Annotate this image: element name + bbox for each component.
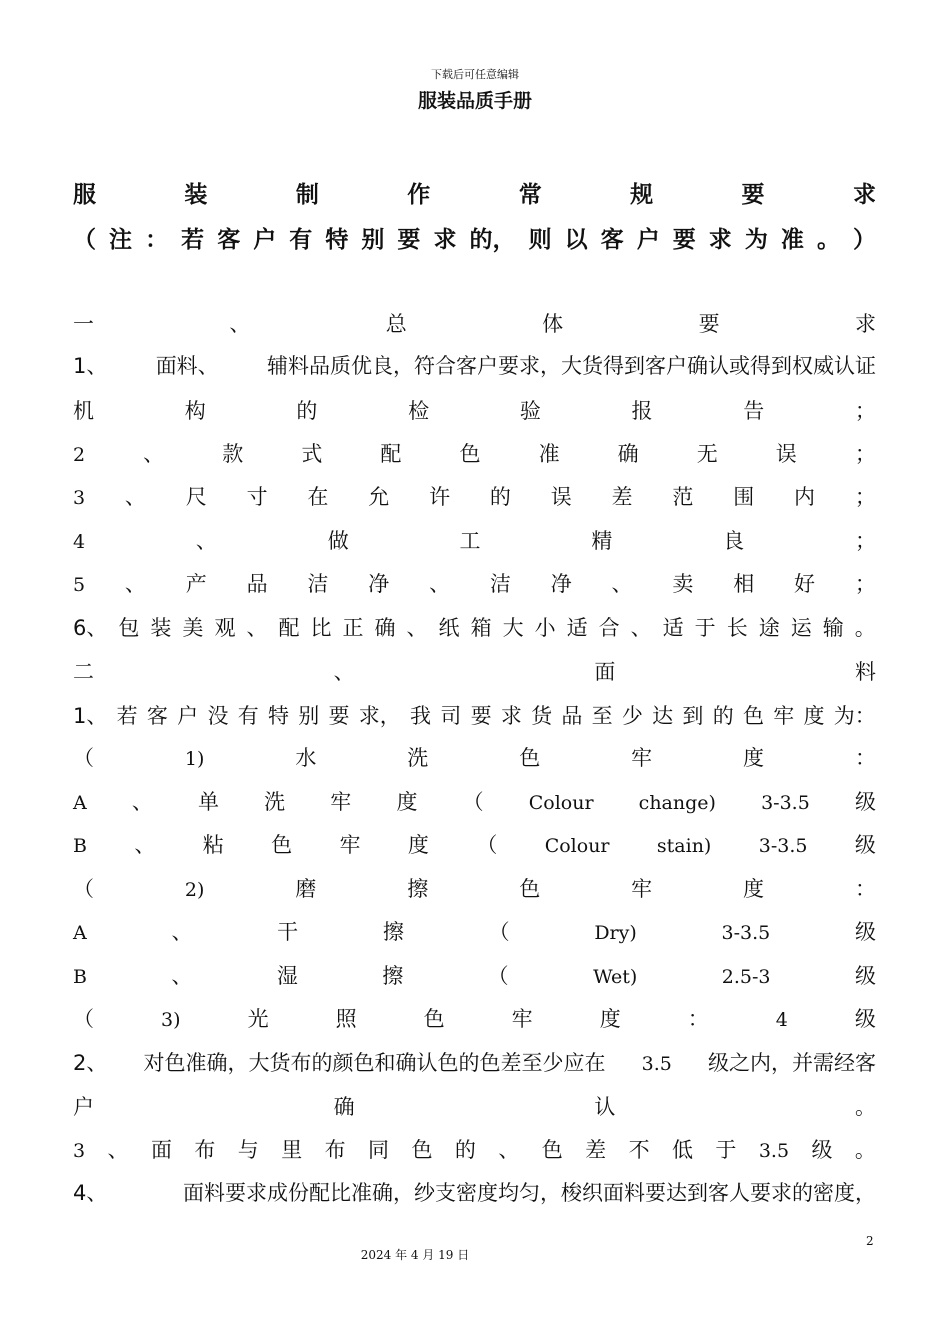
text-fragment: 于 bbox=[694, 616, 716, 640]
text-fragment: 户 bbox=[73, 1095, 94, 1119]
text-fragment: ； bbox=[854, 529, 876, 553]
text-fragment: 色 bbox=[411, 1138, 433, 1162]
text-fragment: 牢 bbox=[631, 746, 653, 770]
text-fragment: 有 bbox=[289, 227, 313, 253]
text-fragment: 尺 bbox=[185, 485, 207, 509]
text-fragment: 准 bbox=[538, 442, 560, 466]
text-fragment: 箱 bbox=[470, 616, 492, 640]
text-fragment: 有 bbox=[237, 704, 259, 728]
text-fragment: 到 bbox=[682, 704, 704, 728]
text-fragment: ） bbox=[852, 227, 876, 253]
text-line bbox=[73, 1003, 876, 1033]
text-fragment: 服 bbox=[73, 182, 96, 208]
text-fragment: （ bbox=[73, 227, 96, 253]
text-fragment: 则 bbox=[528, 227, 552, 253]
header-note: 下载后可任意编辑 bbox=[431, 68, 519, 81]
text-line bbox=[73, 350, 876, 380]
text-fragment: 。 bbox=[854, 1138, 876, 1162]
text-fragment: 适 bbox=[662, 616, 684, 640]
text-fragment: A bbox=[73, 792, 87, 814]
text-line bbox=[73, 221, 876, 254]
text-fragment: B bbox=[73, 966, 87, 988]
text-fragment: 1) bbox=[184, 748, 205, 770]
text-fragment: 纸 bbox=[438, 616, 460, 640]
text-fragment: 度 bbox=[743, 746, 765, 770]
text-line bbox=[73, 395, 876, 425]
text-fragment: 牢 bbox=[631, 877, 653, 901]
text-fragment: 料 bbox=[854, 660, 876, 684]
text-fragment: 确 bbox=[617, 442, 639, 466]
text-fragment: 里 bbox=[281, 1138, 303, 1162]
text-fragment: 允 bbox=[368, 485, 390, 509]
text-fragment: 别 bbox=[298, 704, 320, 728]
text-line bbox=[73, 656, 876, 686]
text-fragment: ： bbox=[687, 1007, 709, 1031]
text-fragment: 面料要求成份配比准确，纱支密度均匀，梭织面料要达到客人要求的密度， bbox=[183, 1181, 876, 1205]
text-fragment: 6、 bbox=[73, 616, 108, 640]
text-fragment: 3.5 bbox=[641, 1053, 672, 1075]
text-fragment: 的 bbox=[489, 485, 511, 509]
text-fragment: 要 bbox=[672, 227, 696, 253]
text-fragment: 、 bbox=[630, 616, 652, 640]
text-fragment: 我 bbox=[410, 704, 432, 728]
text-fragment: 司 bbox=[440, 704, 462, 728]
text-line bbox=[73, 1047, 876, 1077]
text-fragment: Colour bbox=[544, 835, 610, 857]
text-fragment: 检 bbox=[408, 399, 430, 423]
text-fragment: 3) bbox=[161, 1009, 181, 1031]
text-fragment: 布 bbox=[324, 1138, 346, 1162]
text-fragment: 观 bbox=[214, 616, 236, 640]
text-fragment: 误 bbox=[550, 485, 572, 509]
text-fragment: 以 bbox=[564, 227, 588, 253]
text-fragment: 。 bbox=[854, 1095, 876, 1119]
text-fragment: 洗 bbox=[264, 790, 286, 814]
text-fragment: 途 bbox=[758, 616, 780, 640]
text-fragment: 围 bbox=[733, 485, 755, 509]
text-fragment: 美 bbox=[182, 616, 204, 640]
text-fragment: 、 bbox=[143, 442, 165, 466]
text-fragment: 确 bbox=[333, 1095, 355, 1119]
text-line bbox=[73, 873, 876, 903]
text-fragment: 求 bbox=[433, 227, 457, 253]
text-line bbox=[73, 916, 876, 946]
text-fragment: 牢 bbox=[773, 704, 795, 728]
text-fragment: 内 bbox=[794, 485, 816, 509]
text-fragment: 不 bbox=[628, 1138, 650, 1162]
text-fragment: 户 bbox=[253, 227, 277, 253]
text-fragment: 粘 bbox=[202, 833, 224, 857]
text-fragment: 色 bbox=[541, 1138, 563, 1162]
text-fragment: 级 bbox=[854, 790, 876, 814]
text-fragment: 至 bbox=[591, 704, 613, 728]
text-fragment: （ bbox=[73, 746, 94, 770]
text-fragment: 净 bbox=[368, 572, 390, 596]
text-fragment: 要 bbox=[698, 312, 720, 336]
text-fragment: 无 bbox=[696, 442, 718, 466]
text-fragment: B bbox=[73, 835, 87, 857]
text-fragment: 的 bbox=[296, 399, 318, 423]
text-fragment: 品 bbox=[246, 572, 268, 596]
text-fragment: 、 bbox=[107, 1138, 129, 1162]
text-fragment: 度 bbox=[803, 704, 825, 728]
text-fragment: 擦 bbox=[382, 964, 404, 988]
text-fragment: 货 bbox=[531, 704, 553, 728]
text-fragment: 洁 bbox=[489, 572, 511, 596]
text-line bbox=[73, 481, 876, 511]
text-fragment: 3.5 bbox=[758, 1140, 790, 1162]
text-fragment: 级 bbox=[854, 1007, 876, 1031]
text-fragment: 低 bbox=[672, 1138, 693, 1162]
text-fragment: 少 bbox=[621, 704, 643, 728]
text-fragment: 别 bbox=[361, 227, 385, 253]
text-fragment: 光 bbox=[247, 1007, 269, 1031]
text-fragment: 级 bbox=[811, 1138, 833, 1162]
text-fragment: A bbox=[73, 922, 87, 944]
text-line bbox=[73, 960, 876, 990]
text-fragment: 报 bbox=[631, 399, 653, 423]
text-fragment: 面 bbox=[594, 660, 616, 684]
text-fragment: 工 bbox=[459, 529, 481, 553]
text-fragment: ； bbox=[854, 572, 876, 596]
text-fragment: 客 bbox=[600, 227, 624, 253]
text-fragment: 没 bbox=[207, 704, 229, 728]
text-fragment: 合 bbox=[598, 616, 620, 640]
text-fragment: 户 bbox=[177, 704, 199, 728]
text-fragment: 范 bbox=[672, 485, 694, 509]
text-fragment: 级 bbox=[854, 833, 876, 857]
text-fragment: 卖 bbox=[672, 572, 694, 596]
text-line bbox=[73, 1177, 876, 1207]
text-fragment: 4 bbox=[775, 1009, 788, 1031]
text-fragment: 辅料品质优良，符合客户要求，大货得到客户确认或得到权威认证 bbox=[267, 354, 876, 378]
text-fragment: 误 bbox=[775, 442, 797, 466]
text-fragment: ： bbox=[854, 877, 876, 901]
text-line bbox=[73, 1091, 876, 1121]
text-fragment: 一 bbox=[73, 312, 94, 336]
text-fragment: 求， bbox=[358, 704, 401, 728]
text-fragment: 、 bbox=[429, 572, 451, 596]
text-fragment: 干 bbox=[277, 920, 299, 944]
text-fragment: 户 bbox=[636, 227, 660, 253]
text-fragment: 色 bbox=[742, 704, 764, 728]
text-fragment: （ bbox=[73, 877, 94, 901]
text-fragment: 要 bbox=[397, 227, 421, 253]
text-fragment: 品 bbox=[561, 704, 583, 728]
text-fragment: 、 bbox=[333, 660, 355, 684]
text-fragment: 确 bbox=[374, 616, 396, 640]
text-fragment: 水 bbox=[295, 746, 317, 770]
text-fragment: 、 bbox=[195, 529, 217, 553]
text-fragment: stain) bbox=[656, 835, 712, 857]
text-fragment: 在 bbox=[307, 485, 329, 509]
text-fragment: 长 bbox=[726, 616, 748, 640]
text-fragment: 的 bbox=[712, 704, 734, 728]
text-fragment: 要 bbox=[470, 704, 492, 728]
text-fragment: 湿 bbox=[276, 964, 298, 988]
text-fragment: ： bbox=[854, 746, 876, 770]
text-line bbox=[73, 786, 876, 816]
text-fragment: 验 bbox=[519, 399, 541, 423]
text-fragment: 机 bbox=[73, 399, 94, 423]
text-fragment: 规 bbox=[630, 182, 654, 208]
text-fragment: 3-3.5 bbox=[758, 835, 808, 857]
text-fragment: 大 bbox=[502, 616, 524, 640]
text-fragment: 为 bbox=[744, 227, 768, 253]
text-fragment: Wet) bbox=[593, 966, 638, 988]
text-fragment: 3 bbox=[73, 487, 86, 509]
text-fragment: 式 bbox=[301, 442, 323, 466]
text-fragment: 求 bbox=[708, 227, 732, 253]
text-fragment: 色 bbox=[519, 746, 541, 770]
text-fragment: 告 bbox=[743, 399, 765, 423]
text-fragment: （ bbox=[487, 964, 509, 988]
text-fragment: 要 bbox=[328, 704, 350, 728]
text-fragment: 好 bbox=[794, 572, 816, 596]
text-fragment: 色 bbox=[519, 877, 541, 901]
text-fragment: 面 bbox=[150, 1138, 172, 1162]
text-fragment: 度 bbox=[396, 790, 418, 814]
text-line bbox=[73, 176, 876, 209]
text-fragment: 牢 bbox=[511, 1007, 533, 1031]
text-fragment: 度 bbox=[599, 1007, 621, 1031]
text-fragment: 作 bbox=[407, 182, 431, 208]
text-fragment: 制 bbox=[295, 182, 319, 208]
text-line bbox=[73, 308, 876, 338]
text-fragment: 2.5-3 bbox=[721, 966, 771, 988]
text-fragment: 1、 bbox=[73, 704, 108, 728]
text-fragment: （ bbox=[488, 920, 510, 944]
text-fragment: 。 bbox=[854, 616, 876, 640]
text-fragment: 适 bbox=[566, 616, 588, 640]
text-fragment: 比 bbox=[310, 616, 332, 640]
text-fragment: 包 bbox=[118, 616, 140, 640]
text-fragment: 差 bbox=[585, 1138, 607, 1162]
text-fragment: 正 bbox=[342, 616, 364, 640]
text-fragment: 与 bbox=[237, 1138, 259, 1162]
text-fragment: （ bbox=[73, 1007, 94, 1031]
text-fragment: 照 bbox=[335, 1007, 357, 1031]
text-fragment: 特 bbox=[325, 227, 349, 253]
text-fragment: ； bbox=[854, 442, 876, 466]
text-fragment: 配 bbox=[278, 616, 300, 640]
text-fragment: 、 bbox=[131, 790, 153, 814]
text-fragment: 2) bbox=[184, 879, 205, 901]
text-fragment: 客 bbox=[146, 704, 168, 728]
text-fragment: 单 bbox=[198, 790, 220, 814]
page-number: 2 bbox=[866, 1234, 874, 1248]
text-fragment: 于 bbox=[715, 1138, 737, 1162]
text-fragment: 、 bbox=[171, 920, 193, 944]
footer-date: 2024 年 4 月 19 日 bbox=[360, 1248, 470, 1262]
text-fragment: 2 bbox=[73, 444, 86, 466]
text-fragment: Colour bbox=[528, 792, 594, 814]
text-fragment: 3-3.5 bbox=[761, 792, 810, 814]
text-fragment: 面料、 bbox=[155, 354, 219, 378]
text-fragment: 牢 bbox=[330, 790, 352, 814]
text-fragment: 相 bbox=[733, 572, 755, 596]
text-fragment: 、 bbox=[498, 1138, 520, 1162]
text-fragment: 装 bbox=[184, 182, 208, 208]
text-line bbox=[73, 525, 876, 555]
text-fragment: 级 bbox=[854, 964, 876, 988]
text-fragment: 、 bbox=[229, 312, 251, 336]
text-fragment: ； bbox=[854, 485, 876, 509]
document-title: 服装品质手册 bbox=[417, 90, 532, 112]
text-fragment: 求 bbox=[500, 704, 522, 728]
text-fragment: 磨 bbox=[295, 877, 317, 901]
text-fragment: 布 bbox=[194, 1138, 216, 1162]
text-fragment: 级之内，并需经客 bbox=[707, 1051, 876, 1075]
text-fragment: Dry) bbox=[594, 922, 637, 944]
text-fragment: 、 bbox=[171, 964, 193, 988]
text-fragment: 3-3.5 bbox=[721, 922, 771, 944]
text-fragment: 、 bbox=[406, 616, 428, 640]
text-fragment: 准 bbox=[780, 227, 804, 253]
text-fragment: 总 bbox=[385, 312, 407, 336]
text-fragment: 若 bbox=[181, 227, 205, 253]
text-fragment: 擦 bbox=[382, 920, 404, 944]
text-fragment: 、 bbox=[124, 572, 146, 596]
text-line bbox=[73, 438, 876, 468]
text-fragment: 、 bbox=[246, 616, 268, 640]
text-line bbox=[73, 829, 876, 859]
text-fragment: 、 bbox=[134, 833, 156, 857]
text-fragment: 装 bbox=[150, 616, 172, 640]
text-fragment: 配 bbox=[380, 442, 402, 466]
text-fragment: 客 bbox=[217, 227, 241, 253]
text-fragment: 差 bbox=[611, 485, 633, 509]
text-fragment: 注 bbox=[109, 227, 133, 253]
text-fragment: change) bbox=[638, 792, 716, 814]
text-fragment: 3 bbox=[73, 1140, 86, 1162]
text-fragment: 级 bbox=[854, 920, 876, 944]
text-fragment: 5 bbox=[73, 574, 86, 596]
text-fragment: 若 bbox=[116, 704, 138, 728]
text-fragment: 运 bbox=[790, 616, 812, 640]
text-fragment: 寸 bbox=[246, 485, 268, 509]
text-fragment: 4 bbox=[73, 531, 86, 553]
text-fragment: 要 bbox=[741, 182, 765, 208]
text-fragment: 做 bbox=[327, 529, 349, 553]
text-fragment: 、 bbox=[611, 572, 633, 596]
text-fragment: 特 bbox=[267, 704, 289, 728]
text-line bbox=[73, 612, 876, 642]
text-fragment: 二 bbox=[73, 660, 94, 684]
text-fragment: 度 bbox=[743, 877, 765, 901]
text-fragment: 度 bbox=[407, 833, 429, 857]
text-fragment: 构 bbox=[184, 399, 206, 423]
text-fragment: 净 bbox=[550, 572, 572, 596]
text-fragment: 求 bbox=[854, 312, 876, 336]
text-fragment: 2、 bbox=[73, 1051, 108, 1075]
text-fragment: 为： bbox=[833, 704, 876, 728]
text-line bbox=[73, 742, 876, 772]
text-fragment: （ bbox=[462, 790, 484, 814]
text-fragment: 色 bbox=[459, 442, 481, 466]
text-fragment: 1、 bbox=[73, 354, 108, 378]
text-fragment: 产 bbox=[185, 572, 207, 596]
text-fragment: 输 bbox=[822, 616, 844, 640]
text-fragment: 求 bbox=[852, 182, 876, 208]
text-fragment: （ bbox=[476, 833, 498, 857]
text-fragment: 良 bbox=[723, 529, 745, 553]
text-fragment: 洁 bbox=[307, 572, 329, 596]
text-fragment: 精 bbox=[591, 529, 613, 553]
text-fragment: 小 bbox=[534, 616, 556, 640]
text-fragment: 4、 bbox=[73, 1181, 108, 1205]
text-fragment: 擦 bbox=[407, 877, 429, 901]
text-fragment: ； bbox=[854, 399, 876, 423]
text-fragment: 达 bbox=[652, 704, 674, 728]
text-fragment: 对色准确，大货布的颜色和确认色的色差至少应在 bbox=[143, 1051, 606, 1075]
text-fragment: 洗 bbox=[407, 746, 429, 770]
text-fragment: 的， bbox=[469, 227, 516, 253]
text-fragment: 色 bbox=[423, 1007, 445, 1031]
text-fragment: ： bbox=[145, 227, 169, 253]
text-fragment: 款 bbox=[222, 442, 244, 466]
text-fragment: 许 bbox=[429, 485, 451, 509]
text-line bbox=[73, 700, 876, 730]
text-fragment: 常 bbox=[518, 182, 542, 208]
text-line bbox=[73, 1134, 876, 1164]
text-fragment: 的 bbox=[454, 1138, 476, 1162]
text-line bbox=[73, 568, 876, 598]
text-fragment: 。 bbox=[816, 227, 840, 253]
text-fragment: 牢 bbox=[339, 833, 361, 857]
text-fragment: 、 bbox=[124, 485, 146, 509]
text-fragment: 同 bbox=[368, 1138, 390, 1162]
text-fragment: 体 bbox=[542, 312, 564, 336]
text-fragment: 色 bbox=[271, 833, 293, 857]
text-fragment: 认 bbox=[594, 1095, 616, 1119]
